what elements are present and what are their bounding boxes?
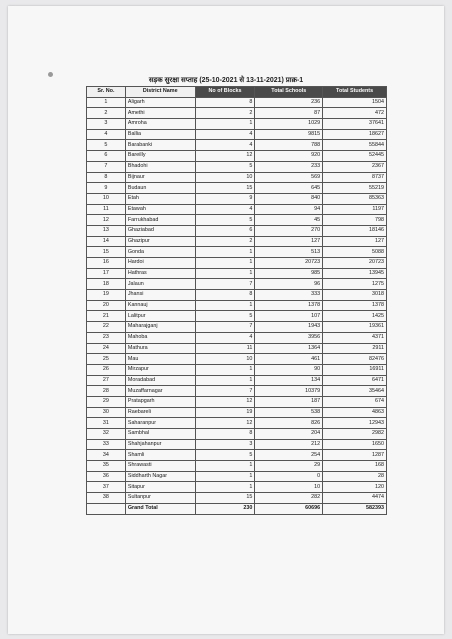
table-row bbox=[87, 386, 387, 397]
table-row bbox=[87, 300, 387, 311]
district-name-cell: Mahoba bbox=[125, 332, 195, 343]
blocks-cell: 4 bbox=[195, 129, 255, 140]
blocks-cell: 8 bbox=[195, 429, 255, 440]
district-name-cell: Hathras bbox=[125, 268, 195, 279]
district-name-cell: Shamli bbox=[125, 450, 195, 461]
table-row bbox=[87, 140, 387, 151]
students-cell: 2982 bbox=[323, 429, 387, 440]
students-cell: 8737 bbox=[323, 172, 387, 183]
students-cell: 127 bbox=[323, 236, 387, 247]
table-row bbox=[87, 129, 387, 140]
table-row bbox=[87, 215, 387, 226]
sr-no-cell: 9 bbox=[87, 183, 126, 194]
grand-total-row bbox=[87, 503, 387, 514]
schools-cell: 87 bbox=[255, 108, 323, 119]
sr-no-cell: 15 bbox=[87, 247, 126, 258]
district-name-cell: Shahjahanpur bbox=[125, 439, 195, 450]
schools-cell: 9815 bbox=[255, 129, 323, 140]
blocks-cell: 8 bbox=[195, 97, 255, 108]
schools-cell: 270 bbox=[255, 225, 323, 236]
sr-no-cell: 20 bbox=[87, 300, 126, 311]
sr-no-cell: 12 bbox=[87, 215, 126, 226]
blocks-cell: 1 bbox=[195, 300, 255, 311]
students-cell: 674 bbox=[323, 396, 387, 407]
table-row bbox=[87, 471, 387, 482]
students-cell: 798 bbox=[323, 215, 387, 226]
district-name-cell: Muzaffarnagar bbox=[125, 386, 195, 397]
schools-cell: 187 bbox=[255, 396, 323, 407]
sr-no-cell: 36 bbox=[87, 471, 126, 482]
schools-cell: 569 bbox=[255, 172, 323, 183]
sr-no-cell: 28 bbox=[87, 386, 126, 397]
sr-no-cell: 35 bbox=[87, 461, 126, 472]
blocks-cell: 6 bbox=[195, 225, 255, 236]
district-name-cell: Kannauj bbox=[125, 300, 195, 311]
schools-cell: 1378 bbox=[255, 300, 323, 311]
district-name-cell: Etah bbox=[125, 193, 195, 204]
blocks-cell: 2 bbox=[195, 236, 255, 247]
sr-no-cell: 14 bbox=[87, 236, 126, 247]
schools-cell: 985 bbox=[255, 268, 323, 279]
blocks-cell: 1 bbox=[195, 375, 255, 386]
schools-cell: 920 bbox=[255, 151, 323, 162]
schools-cell: 212 bbox=[255, 439, 323, 450]
district-name-cell: Sitapur bbox=[125, 482, 195, 493]
table-row bbox=[87, 482, 387, 493]
students-cell: 82476 bbox=[323, 354, 387, 365]
blocks-cell: 1 bbox=[195, 461, 255, 472]
table-row bbox=[87, 375, 387, 386]
students-cell: 1378 bbox=[323, 300, 387, 311]
district-name-cell: Amroha bbox=[125, 119, 195, 130]
district-name-cell: Sambhal bbox=[125, 429, 195, 440]
blocks-cell: 11 bbox=[195, 343, 255, 354]
schools-cell: 233 bbox=[255, 161, 323, 172]
table-row bbox=[87, 97, 387, 108]
table-row bbox=[87, 439, 387, 450]
sr-no-cell: 32 bbox=[87, 429, 126, 440]
district-name-cell: Siddharth Nagar bbox=[125, 471, 195, 482]
students-cell: 4863 bbox=[323, 407, 387, 418]
blocks-cell: 15 bbox=[195, 183, 255, 194]
sr-no-cell: 38 bbox=[87, 493, 126, 504]
table-row bbox=[87, 151, 387, 162]
district-name-cell: Mau bbox=[125, 354, 195, 365]
blocks-cell: 1 bbox=[195, 119, 255, 130]
blocks-cell: 15 bbox=[195, 493, 255, 504]
table-row bbox=[87, 322, 387, 333]
schools-cell: 1029 bbox=[255, 119, 323, 130]
sr-no-cell: 7 bbox=[87, 161, 126, 172]
schools-cell: 513 bbox=[255, 247, 323, 258]
students-cell: 16911 bbox=[323, 364, 387, 375]
schools-cell: 254 bbox=[255, 450, 323, 461]
sr-no-cell: 4 bbox=[87, 129, 126, 140]
district-name-cell: Farrukhabad bbox=[125, 215, 195, 226]
sr-no-cell: 22 bbox=[87, 322, 126, 333]
schools-cell: 90 bbox=[255, 364, 323, 375]
sr-no-cell: 29 bbox=[87, 396, 126, 407]
total-blocks: 230 bbox=[195, 503, 255, 514]
students-cell: 6471 bbox=[323, 375, 387, 386]
sr-no-cell: 24 bbox=[87, 343, 126, 354]
students-cell: 55844 bbox=[323, 140, 387, 151]
blocks-cell: 2 bbox=[195, 108, 255, 119]
district-name-cell: Lalitpur bbox=[125, 311, 195, 322]
blocks-cell: 1 bbox=[195, 247, 255, 258]
sr-no-cell: 18 bbox=[87, 279, 126, 290]
district-name-cell: Shrawasti bbox=[125, 461, 195, 472]
district-name-cell: Mathura bbox=[125, 343, 195, 354]
schools-cell: 461 bbox=[255, 354, 323, 365]
table-row bbox=[87, 161, 387, 172]
table-row bbox=[87, 418, 387, 429]
blocks-cell: 12 bbox=[195, 418, 255, 429]
schools-cell: 134 bbox=[255, 375, 323, 386]
students-cell: 18627 bbox=[323, 129, 387, 140]
table-row bbox=[87, 429, 387, 440]
blocks-cell: 4 bbox=[195, 204, 255, 215]
table-row bbox=[87, 290, 387, 301]
students-cell: 1425 bbox=[323, 311, 387, 322]
blocks-cell: 7 bbox=[195, 322, 255, 333]
schools-cell: 1364 bbox=[255, 343, 323, 354]
blocks-cell: 3 bbox=[195, 439, 255, 450]
blocks-cell: 1 bbox=[195, 268, 255, 279]
sr-no-cell: 10 bbox=[87, 193, 126, 204]
district-name-cell: Ghaziabad bbox=[125, 225, 195, 236]
table-row bbox=[87, 108, 387, 119]
document-page bbox=[8, 6, 444, 634]
district-name-cell: Amethi bbox=[125, 108, 195, 119]
total-students: 582393 bbox=[323, 503, 387, 514]
district-name-cell: Budaun bbox=[125, 183, 195, 194]
students-cell: 55219 bbox=[323, 183, 387, 194]
district-table bbox=[86, 86, 387, 515]
sr-no-cell: 25 bbox=[87, 354, 126, 365]
blocks-cell: 8 bbox=[195, 290, 255, 301]
sr-no-cell: 8 bbox=[87, 172, 126, 183]
sr-no-cell: 2 bbox=[87, 108, 126, 119]
students-cell: 1197 bbox=[323, 204, 387, 215]
students-cell: 1275 bbox=[323, 279, 387, 290]
schools-cell: 127 bbox=[255, 236, 323, 247]
blocks-cell: 1 bbox=[195, 471, 255, 482]
table-row bbox=[87, 225, 387, 236]
total-schools: 60696 bbox=[255, 503, 323, 514]
table-row bbox=[87, 364, 387, 375]
students-cell: 13945 bbox=[323, 268, 387, 279]
schools-cell: 538 bbox=[255, 407, 323, 418]
schools-cell: 204 bbox=[255, 429, 323, 440]
students-cell: 3018 bbox=[323, 290, 387, 301]
students-cell: 120 bbox=[323, 482, 387, 493]
table-row bbox=[87, 247, 387, 258]
table-row bbox=[87, 268, 387, 279]
sr-no-cell: 31 bbox=[87, 418, 126, 429]
blocks-cell: 7 bbox=[195, 279, 255, 290]
students-cell: 4474 bbox=[323, 493, 387, 504]
students-cell: 1650 bbox=[323, 439, 387, 450]
schools-cell: 333 bbox=[255, 290, 323, 301]
sr-no-cell: 11 bbox=[87, 204, 126, 215]
sr-no-cell: 27 bbox=[87, 375, 126, 386]
sr-no-cell: 30 bbox=[87, 407, 126, 418]
sr-no-cell: 16 bbox=[87, 258, 126, 269]
table-row bbox=[87, 172, 387, 183]
students-cell: 85363 bbox=[323, 193, 387, 204]
header-total-schools: Total Schools bbox=[255, 87, 323, 98]
district-name-cell: Moradabad bbox=[125, 375, 195, 386]
blocks-cell: 12 bbox=[195, 396, 255, 407]
table-row bbox=[87, 119, 387, 130]
students-cell: 4371 bbox=[323, 332, 387, 343]
district-name-cell: Mirzapur bbox=[125, 364, 195, 375]
total-label: Grand Total bbox=[125, 503, 195, 514]
district-name-cell: Saharanpur bbox=[125, 418, 195, 429]
students-cell: 20723 bbox=[323, 258, 387, 269]
blocks-cell: 5 bbox=[195, 161, 255, 172]
schools-cell: 236 bbox=[255, 97, 323, 108]
document-title: सड़क सुरक्षा सप्ताह (25-10-2021 से 13-11-2021) प्राक्र-1 bbox=[148, 77, 304, 84]
students-cell: 37641 bbox=[323, 119, 387, 130]
schools-cell: 840 bbox=[255, 193, 323, 204]
sr-no-cell: 19 bbox=[87, 290, 126, 301]
table-row bbox=[87, 407, 387, 418]
district-name-cell: Gonda bbox=[125, 247, 195, 258]
district-name-cell: Bareilly bbox=[125, 151, 195, 162]
students-cell: 2911 bbox=[323, 343, 387, 354]
table-row bbox=[87, 258, 387, 269]
blocks-cell: 4 bbox=[195, 140, 255, 151]
table-row bbox=[87, 332, 387, 343]
schools-cell: 29 bbox=[255, 461, 323, 472]
sr-no-cell: 13 bbox=[87, 225, 126, 236]
schools-cell: 0 bbox=[255, 471, 323, 482]
schools-cell: 3956 bbox=[255, 332, 323, 343]
blocks-cell: 4 bbox=[195, 332, 255, 343]
students-cell: 2367 bbox=[323, 161, 387, 172]
table-row bbox=[87, 236, 387, 247]
district-name-cell: Hardoi bbox=[125, 258, 195, 269]
students-cell: 12943 bbox=[323, 418, 387, 429]
sr-no-cell: 33 bbox=[87, 439, 126, 450]
schools-cell: 96 bbox=[255, 279, 323, 290]
blocks-cell: 12 bbox=[195, 151, 255, 162]
blocks-cell: 5 bbox=[195, 215, 255, 226]
sr-no-cell: 17 bbox=[87, 268, 126, 279]
students-cell: 28 bbox=[323, 471, 387, 482]
sr-no-cell: 5 bbox=[87, 140, 126, 151]
students-cell: 5088 bbox=[323, 247, 387, 258]
schools-cell: 45 bbox=[255, 215, 323, 226]
schools-cell: 107 bbox=[255, 311, 323, 322]
students-cell: 1287 bbox=[323, 450, 387, 461]
district-name-cell: Maharajganj bbox=[125, 322, 195, 333]
students-cell: 52445 bbox=[323, 151, 387, 162]
students-cell: 168 bbox=[323, 461, 387, 472]
blocks-cell: 1 bbox=[195, 482, 255, 493]
schools-cell: 282 bbox=[255, 493, 323, 504]
blocks-cell: 1 bbox=[195, 364, 255, 375]
table-body bbox=[87, 97, 387, 503]
table-row bbox=[87, 396, 387, 407]
blocks-cell: 19 bbox=[195, 407, 255, 418]
blocks-cell: 1 bbox=[195, 258, 255, 269]
table-row bbox=[87, 193, 387, 204]
table-row bbox=[87, 354, 387, 365]
students-cell: 19361 bbox=[323, 322, 387, 333]
sr-no-cell: 21 bbox=[87, 311, 126, 322]
schools-cell: 645 bbox=[255, 183, 323, 194]
district-name-cell: Aligarh bbox=[125, 97, 195, 108]
table-row bbox=[87, 493, 387, 504]
table-row bbox=[87, 450, 387, 461]
sr-no-cell: 37 bbox=[87, 482, 126, 493]
district-name-cell: Pratapgarh bbox=[125, 396, 195, 407]
blocks-cell: 10 bbox=[195, 172, 255, 183]
students-cell: 18146 bbox=[323, 225, 387, 236]
header-sr-no: Sr. No. bbox=[87, 87, 126, 98]
sr-no-cell: 3 bbox=[87, 119, 126, 130]
sr-no-cell: 34 bbox=[87, 450, 126, 461]
header-total-students: Total Students bbox=[323, 87, 387, 98]
district-name-cell: Sultanpur bbox=[125, 493, 195, 504]
blocks-cell: 7 bbox=[195, 386, 255, 397]
sr-no-cell: 6 bbox=[87, 151, 126, 162]
schools-cell: 20723 bbox=[255, 258, 323, 269]
blocks-cell: 10 bbox=[195, 354, 255, 365]
sr-no-cell: 23 bbox=[87, 332, 126, 343]
blocks-cell: 9 bbox=[195, 193, 255, 204]
district-name-cell: Bijnaur bbox=[125, 172, 195, 183]
table-header-row bbox=[87, 87, 387, 98]
schools-cell: 94 bbox=[255, 204, 323, 215]
table-row bbox=[87, 279, 387, 290]
schools-cell: 10 bbox=[255, 482, 323, 493]
schools-cell: 788 bbox=[255, 140, 323, 151]
table-row bbox=[87, 311, 387, 322]
schools-cell: 10379 bbox=[255, 386, 323, 397]
district-name-cell: Bhadohi bbox=[125, 161, 195, 172]
table-row bbox=[87, 204, 387, 215]
total-sr-cell bbox=[87, 503, 126, 514]
district-name-cell: Ghazipur bbox=[125, 236, 195, 247]
table-row bbox=[87, 183, 387, 194]
header-no-of-blocks: No of Blocks bbox=[195, 87, 255, 98]
district-name-cell: Ballia bbox=[125, 129, 195, 140]
district-name-cell: Barabanki bbox=[125, 140, 195, 151]
schools-cell: 1943 bbox=[255, 322, 323, 333]
table-row bbox=[87, 343, 387, 354]
header-district-name: District Name bbox=[125, 87, 195, 98]
district-name-cell: Raebareli bbox=[125, 407, 195, 418]
district-name-cell: Jhansi bbox=[125, 290, 195, 301]
sr-no-cell: 1 bbox=[87, 97, 126, 108]
sr-no-cell: 26 bbox=[87, 364, 126, 375]
district-name-cell: Jalaun bbox=[125, 279, 195, 290]
district-name-cell: Etawah bbox=[125, 204, 195, 215]
table-row bbox=[87, 461, 387, 472]
students-cell: 35464 bbox=[323, 386, 387, 397]
blocks-cell: 5 bbox=[195, 311, 255, 322]
blocks-cell: 5 bbox=[195, 450, 255, 461]
students-cell: 472 bbox=[323, 108, 387, 119]
schools-cell: 826 bbox=[255, 418, 323, 429]
students-cell: 1504 bbox=[323, 97, 387, 108]
